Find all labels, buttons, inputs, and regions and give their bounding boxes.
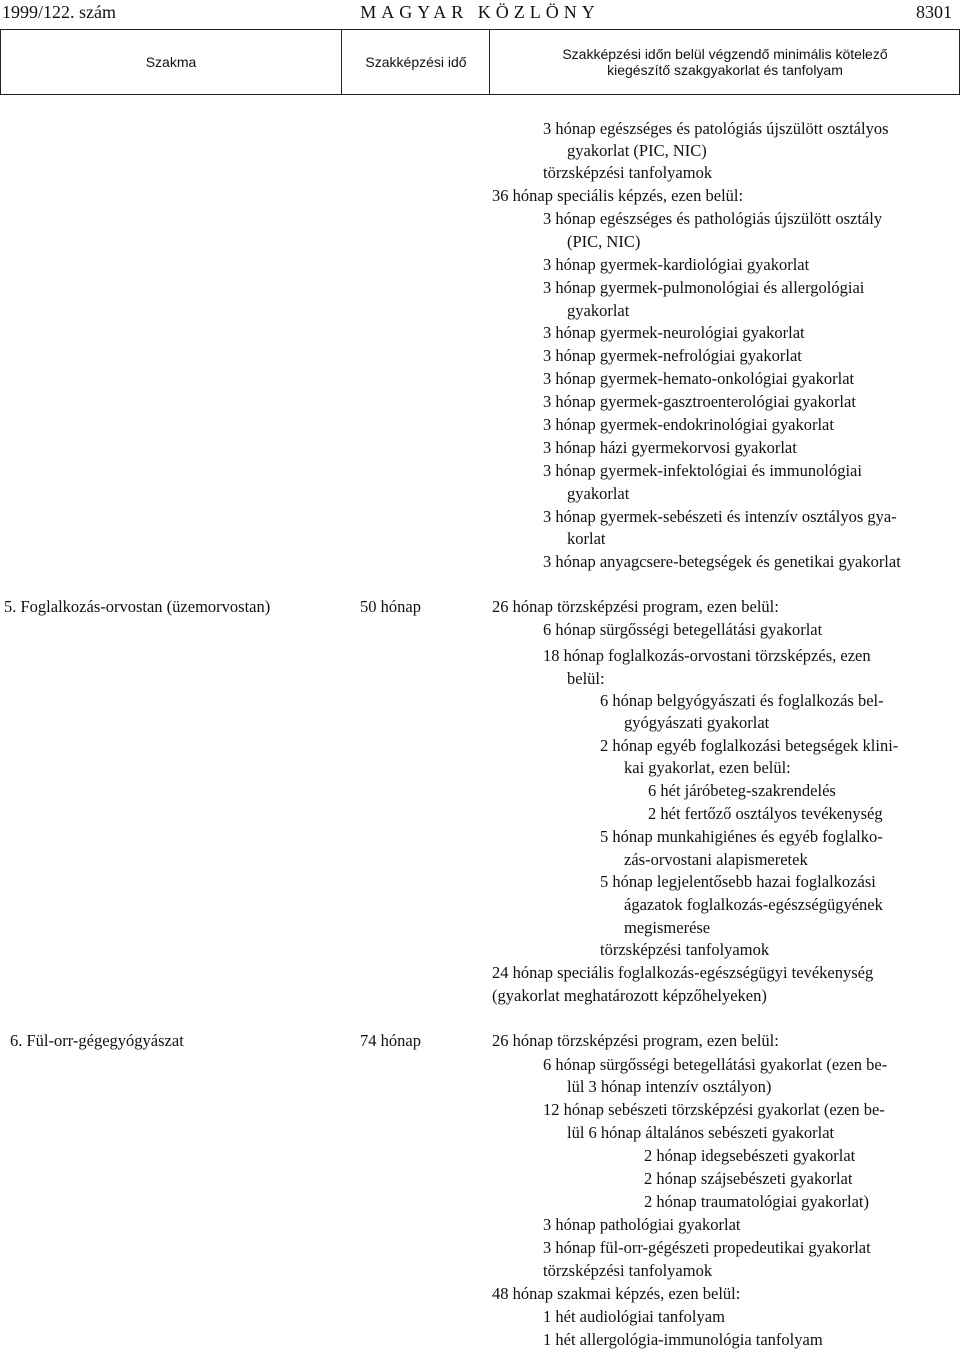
text-line: 3 hónap gyermek-gasztroenterológiai gyakorlat: [543, 392, 856, 411]
journal-title: MAGYAR KÖZLÖNY: [360, 2, 600, 22]
text-line: 1 hét audiológiai tanfolyam: [543, 1307, 725, 1326]
text-line: 48 hónap szakmai képzés, ezen belül:: [492, 1284, 741, 1303]
text-line: (PIC, NIC): [567, 232, 641, 251]
text-line: megismerése: [624, 918, 711, 937]
issue-number: 1999/122. szám: [2, 2, 116, 22]
text-line: 6 hét járóbeteg-szakrendelés: [648, 781, 836, 800]
text-line: ágazatok foglalkozás-egészségügyének: [624, 895, 883, 914]
text-line: 3 hónap gyermek-infektológiai és immunológiai: [543, 461, 862, 480]
text-line: 36 hónap speciális képzés, ezen belül:: [492, 186, 744, 205]
text-line: törzsképzési tanfolyamok: [543, 163, 713, 182]
text-line: gyakorlat (PIC, NIC): [567, 141, 707, 160]
text-line: 24 hónap speciális foglalkozás-egészségügyi tevékenység: [492, 963, 874, 982]
kepzesi-ido: 50 hónap: [360, 597, 421, 616]
text-line: 5 hónap legjelentősebb hazai foglalkozási: [600, 872, 876, 891]
text-line: törzsképzési tanfolyamok: [600, 940, 770, 959]
text-line: 5 hónap munkahigiénes és egyéb foglalko-: [600, 827, 883, 846]
text-line: 3 hónap gyermek-hemato-onkológiai gyakorlat: [543, 369, 855, 388]
text-line: 3 hónap gyermek-endokrinológiai gyakorlat: [543, 415, 834, 434]
text-line: 3 hónap házi gyermekorvosi gyakorlat: [543, 438, 797, 457]
text-line: 3 hónap pathológiai gyakorlat: [543, 1215, 741, 1234]
column-header-szakma: Szakma: [145, 54, 197, 70]
szakma-name: 6. Fül-orr-gégegyógyászat: [10, 1031, 184, 1050]
text-line: törzsképzési tanfolyamok: [543, 1261, 713, 1280]
text-line: 6 hónap belgyógyászati és foglalkozás bel-: [600, 691, 884, 710]
text-line: 2 hónap egyéb foglalkozási betegségek klini-: [600, 736, 899, 755]
text-line: 3 hónap fül-orr-gégészeti propedeutikai gyakorlat: [543, 1238, 871, 1257]
text-line: korlat: [567, 529, 606, 548]
page-header: [0, 0, 960, 24]
text-line: 2 hónap szájsebészeti gyakorlat: [644, 1169, 853, 1188]
text-line: 12 hónap sebészeti törzsképzési gyakorlat (ezen be-: [543, 1100, 885, 1119]
text-line: 3 hónap anyagcsere-betegségek és genetikai gyakorlat: [543, 552, 901, 571]
text-line: 2 hónap traumatológiai gyakorlat): [644, 1192, 869, 1211]
szakma-name: 5. Foglalkozás-orvostan (üzemorvostan): [4, 597, 271, 616]
text-line: 1 hét allergológia-immunológia tanfolyam: [543, 1330, 823, 1349]
text-line: gyakorlat: [567, 484, 630, 503]
text-line: 3 hónap gyermek-neurológiai gyakorlat: [543, 323, 805, 342]
text-line: kai gyakorlat, ezen belül:: [624, 758, 791, 777]
text-line: 3 hónap gyermek-pulmonológiai és allergológiai: [543, 278, 865, 297]
text-line: 3 hónap gyermek-sebészeti és intenzív osztályos gya-: [543, 507, 897, 526]
text-line: lül 6 hónap általános sebészeti gyakorlat: [567, 1123, 835, 1142]
text-line: 2 hét fertőző osztályos tevékenység: [648, 804, 883, 823]
text-line: 18 hónap foglalkozás-orvostani törzsképzés, ezen: [543, 646, 871, 665]
text-line: zás-orvostani alapismeretek: [624, 850, 808, 869]
kepzesi-ido: 74 hónap: [360, 1031, 421, 1050]
text-line: 6 hónap sürgősségi betegellátási gyakorlat: [543, 620, 823, 639]
text-line: (gyakorlat meghatározott képzőhelyeken): [492, 986, 767, 1005]
text-line: gyakorlat: [567, 301, 630, 320]
text-line: 2 hónap idegsebészeti gyakorlat: [644, 1146, 856, 1165]
text-line: 3 hónap egészséges és patológiás újszülött osztályos: [543, 119, 889, 138]
table-header: [0, 29, 960, 95]
text-line: 26 hónap törzsképzési program, ezen belül:: [492, 597, 779, 616]
text-line: 3 hónap gyermek-kardiológiai gyakorlat: [543, 255, 810, 274]
text-line: 3 hónap egészséges és pathológiás újszülött osztály: [543, 209, 883, 228]
text-line: 3 hónap gyermek-nefrológiai gyakorlat: [543, 346, 802, 365]
text-line: lül 3 hónap intenzív osztályon): [567, 1077, 772, 1096]
column-header-gyakorlat: Szakképzési időn belül végzendő minimális kötelező kiegészítő szakgyakorlat és tanfolyam: [489, 30, 960, 94]
text-line: belül:: [567, 669, 605, 688]
text-line: 26 hónap törzsképzési program, ezen belül:: [492, 1031, 779, 1050]
text-line: gyógyászati gyakorlat: [624, 713, 770, 732]
page-number: 8301: [916, 2, 952, 22]
column-header-kepzesi-ido: Szakképzési idő: [341, 30, 490, 94]
text-line: 6 hónap sürgősségi betegellátási gyakorlat (ezen be-: [543, 1055, 888, 1074]
